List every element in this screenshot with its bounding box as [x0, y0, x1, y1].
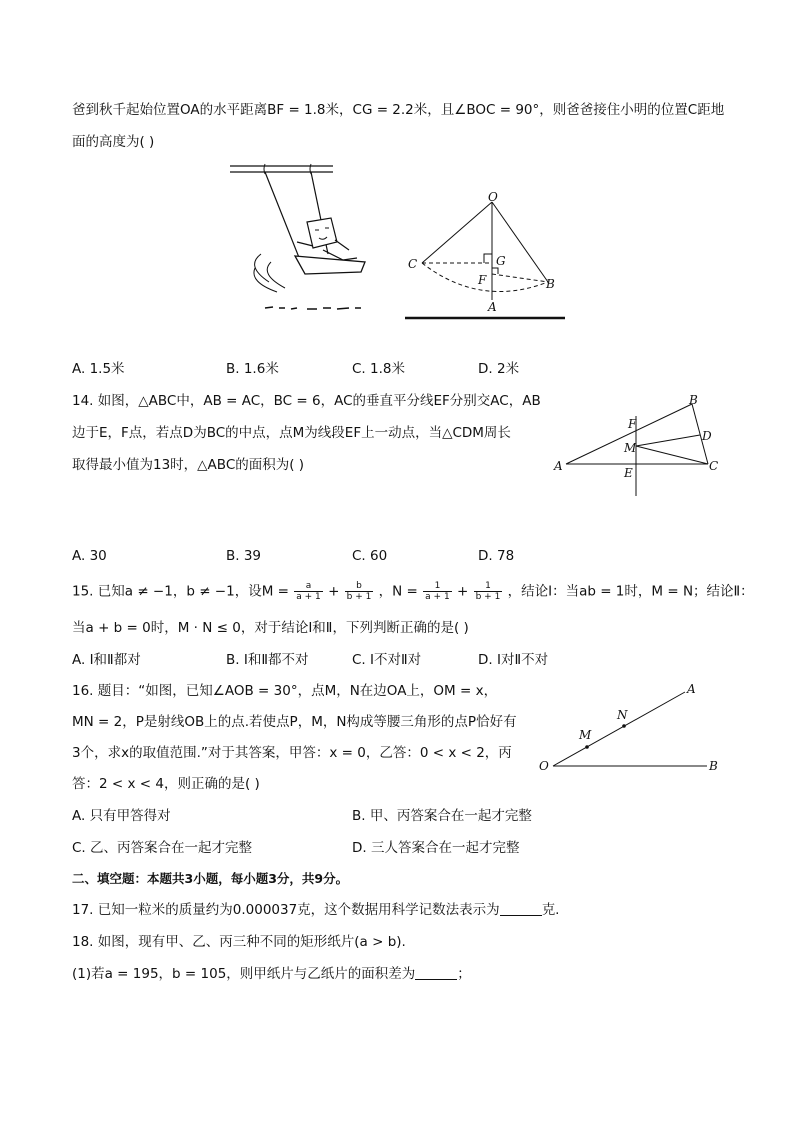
q16-option-b: B. 甲、丙答案合在一起才完整	[352, 808, 532, 824]
label-G: G	[496, 254, 506, 268]
label-A: A	[488, 300, 497, 314]
label-C: C	[709, 459, 719, 473]
q13-line2: 面的高度为( )	[72, 134, 155, 150]
label-M: M	[624, 441, 637, 455]
q18-line1: 18. 如图，现有甲、乙、丙三种不同的矩形纸片(a > b).	[72, 934, 406, 950]
fraction-1-over-b-plus-1: $\frac{1}{b + 1}$	[475, 581, 501, 602]
label-A: A	[687, 682, 696, 696]
q16-line3: 3个，求x的取值范围.”对于其答案，甲答：x = 0，乙答：0 < x < 2，丙	[72, 745, 512, 761]
q15-option-c: C. Ⅰ不对Ⅱ对	[352, 652, 422, 668]
q14-option-c: C. 60	[352, 548, 388, 564]
q13-option-d: D. 2米	[478, 361, 520, 377]
q15-line1	[72, 581, 754, 602]
label-M: M	[579, 728, 592, 742]
label-D: D	[702, 429, 712, 443]
q16-option-a: A. 只有甲答得对	[72, 808, 171, 824]
label-A: A	[554, 459, 563, 473]
q18-text: (1)若a = 195，b = 105，则甲纸片与乙纸片的面积差为	[72, 966, 416, 982]
label-E: E	[624, 466, 633, 480]
label-F: F	[478, 273, 487, 287]
label-B: B	[546, 277, 555, 291]
q15-text-part1: 15. 已知a ≠ −1，b ≠ −1，设M =	[72, 583, 289, 600]
q13-option-c: C. 1.8米	[352, 361, 405, 377]
label-O: O	[488, 190, 498, 204]
label-F: F	[628, 417, 637, 431]
q16-option-d: D. 三人答案合在一起才完整	[352, 840, 520, 856]
q15-text-part3: ，结论Ⅰ：当ab = 1时，M = N；结论Ⅱ：	[507, 583, 754, 600]
label-O: O	[539, 759, 549, 773]
label-N: N	[617, 708, 628, 722]
q18-line2	[72, 964, 471, 984]
q17-unit: 克.	[541, 902, 560, 918]
q14-figure	[552, 392, 727, 502]
q13-option-a: A. 1.5米	[72, 361, 125, 377]
q14-option-a: A. 30	[72, 548, 107, 564]
q13-option-b: B. 1.6米	[226, 361, 279, 377]
fraction-1-over-a-plus-1: $\frac{1}{a + 1}$	[425, 581, 450, 602]
q13-line1: 爸到秋千起始位置OA的水平距离BF = 1.8米，CG = 2.2米，且∠BOC = 90°，则爸爸接住小明的位置C距地	[72, 102, 725, 118]
label-C: C	[408, 257, 418, 271]
fraction-a-over-a-plus-1: $\frac{a}{a + 1}$	[296, 581, 321, 602]
label-B: B	[709, 759, 718, 773]
q15-option-a: A. Ⅰ和Ⅱ都对	[72, 652, 141, 668]
q18-tail: ；	[457, 966, 471, 982]
q15-option-b: B. Ⅰ和Ⅱ都不对	[226, 652, 309, 668]
q16-line2: MN = 2，P是射线OB上的点.若使点P，M，N构成等腰三角形的点P恰好有	[72, 714, 517, 730]
q14-option-d: D. 78	[478, 548, 515, 564]
q16-figure	[535, 680, 730, 775]
q17-line	[72, 900, 559, 920]
q14-line3: 取得最小值为13时，△ABC的面积为( )	[72, 457, 305, 473]
q16-line4: 答：2 < x < 4，则正确的是( )	[72, 776, 260, 792]
fraction-b-over-b-plus-1: $\frac{b}{b + 1}$	[346, 581, 372, 602]
q15-line2: 当a + b = 0时，M · N ≤ 0，对于结论Ⅰ和Ⅱ，下列判断正确的是( )	[72, 620, 469, 636]
section-heading-fill-in: 二、填空题：本题共3小题，每小题3分，共9分。	[72, 871, 349, 886]
plus-sign: +	[328, 583, 340, 600]
q14-option-b: B. 39	[226, 548, 262, 564]
q15-option-d: D. Ⅰ对Ⅱ不对	[478, 652, 549, 668]
q17-text: 17. 已知一粒米的质量约为0.000037克，这个数据用科学记数法表示为	[72, 902, 500, 918]
q15-text-part2: ，N =	[378, 583, 418, 600]
swing-illustration	[225, 158, 375, 323]
q16-line1: 16. 题目：“如图，已知∠AOB = 30°，点M，N在边OA上，OM = x，	[72, 683, 498, 699]
q18-answer-blank[interactable]	[415, 965, 457, 980]
q17-answer-blank[interactable]	[500, 901, 542, 916]
q16-option-c: C. 乙、丙答案合在一起才完整	[72, 840, 253, 856]
label-B: B	[689, 393, 698, 407]
q13-figure	[400, 190, 575, 325]
q14-line2: 边于E，F点，若点D为BC的中点，点M为线段EF上一动点，当△CDM周长	[72, 425, 511, 441]
plus-sign-2: +	[456, 583, 469, 600]
q14-line1: 14. 如图，△ABC中，AB = AC，BC = 6，AC的垂直平分线EF分别交AC，AB	[72, 393, 541, 409]
